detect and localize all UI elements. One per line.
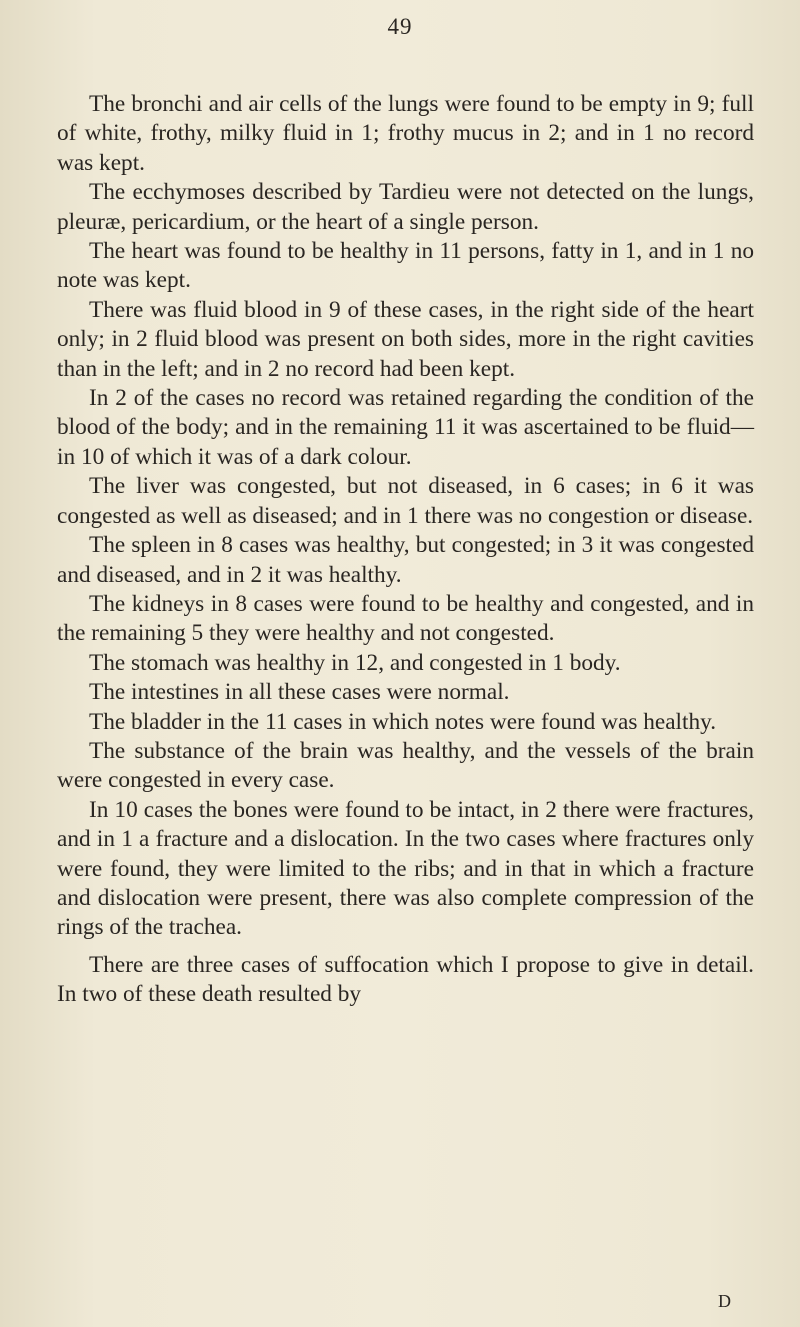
page-number: 49	[387, 14, 413, 39]
paragraph-suffocation: There are three cases of suffocation which I propose to give in detail. In two of these death resulted by	[57, 951, 754, 1008]
paragraph-bladder: The bladder in the 11 cases in which notes were found was healthy.	[89, 708, 717, 735]
paragraph-bones: In 10 cases the bones were found to be intact, in 2 there were fractures, and in 1 a fracture and a dislocation. In the two cases where fractures only were found, they were limited to the ribs; and in that in which a fracture and dislocation were present, there was also complete compression of the rings of the trachea.	[57, 796, 754, 941]
paragraph-fluid-blood: There was fluid blood in 9 of these cases, in the right side of the heart only; in 2 fluid blood was present on both sides, more in the right cavities than in the left; and in 2 no record had been kept.	[57, 296, 754, 382]
signature-mark: D	[718, 1291, 732, 1311]
body-text	[57, 90, 754, 1010]
paragraph-liver: The liver was congested, but not diseased, in 6 cases; in 6 it was congested as well as diseased; and in 1 there was no congestion or disease.	[57, 473, 754, 529]
paragraph-heart: The heart was found to be healthy in 11 persons, fatty in 1, and in 1 no note was kept.	[57, 238, 754, 294]
paragraph-kidneys: The kidneys in 8 cases were found to be healthy and congested, and in the remaining 5 they were healthy and not congested.	[57, 590, 754, 647]
paragraph-brain: The substance of the brain was healthy, and the vessels of the brain were congested in every case.	[57, 737, 754, 794]
paragraph-ecchymoses: The ecchymoses described by Tardieu were not detected on the lungs, pleuræ, pericardium, or the heart of a single person.	[57, 179, 754, 235]
paragraph-spleen: The spleen in 8 cases was healthy, but congested; in 3 it was congested and diseased, and in 2 it was healthy.	[57, 532, 754, 588]
paragraph-blood-condition: In 2 of the cases no record was retained regarding the condition of the blood of the body; and in the remaining 11 it was ascertained to be fluid—in 10 of which it was of a dark colour.	[57, 385, 754, 470]
paragraph-stomach: The stomach was healthy in 12, and congested in 1 body.	[89, 649, 621, 676]
paragraph-intestines: The intestines in all these cases were normal.	[89, 679, 510, 706]
paragraph-bronchi: The bronchi and air cells of the lungs were found to be empty in 9; full of white, frothy, milky fluid in 1; frothy mucus in 2; and in 1 no record was kept.	[57, 91, 754, 176]
